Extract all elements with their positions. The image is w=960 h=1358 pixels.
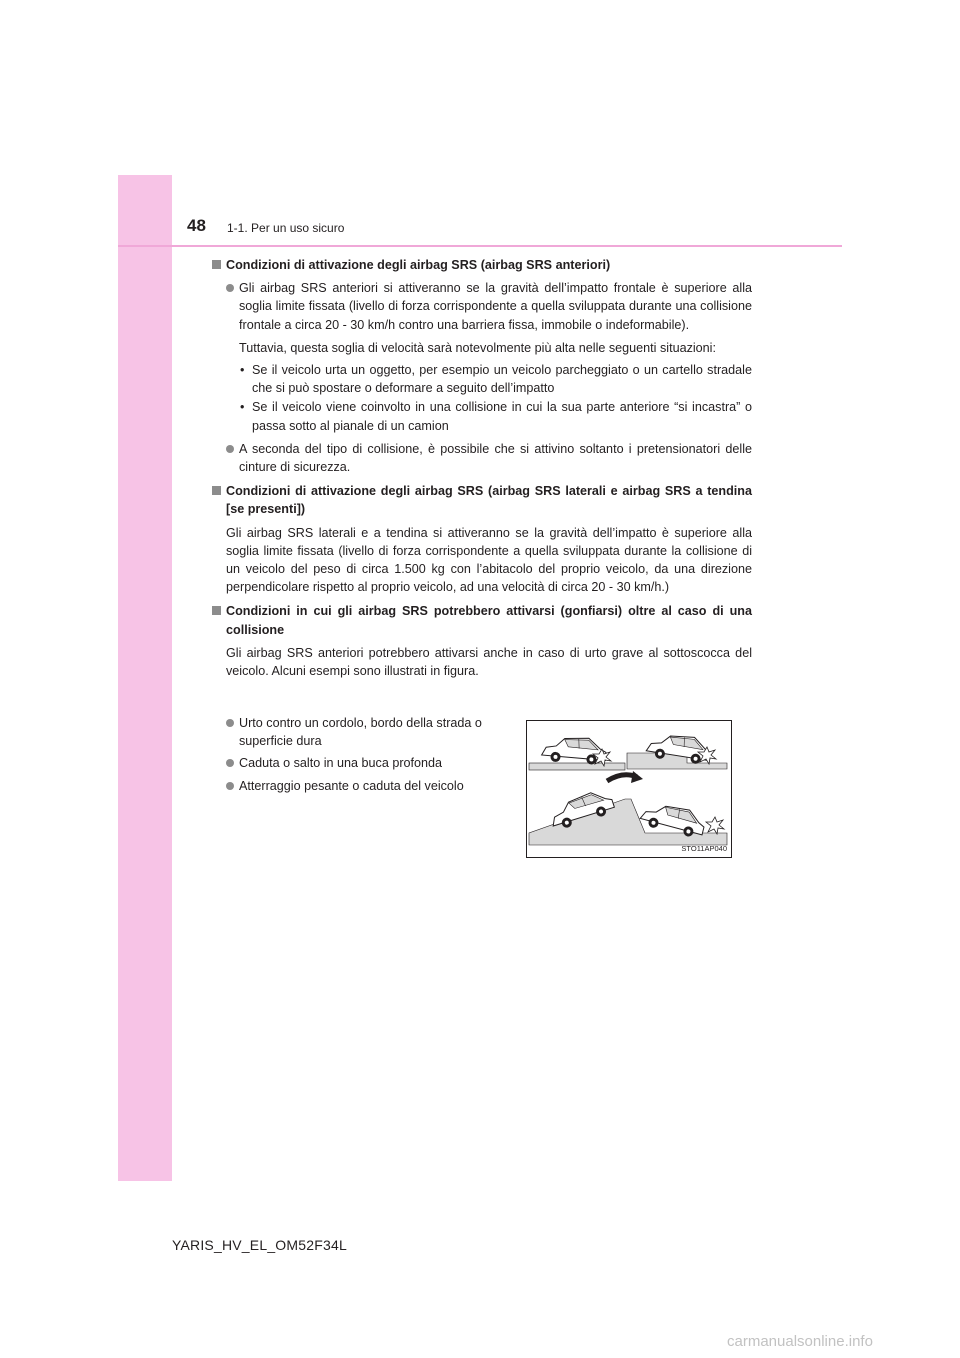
car-impact-illustration	[527, 721, 731, 857]
sub-item-truck: • Se il veicolo viene coinvolto in una collisione in cui la sua parte anteriore “si incastra” o passa sotto al pianale di un camion	[240, 400, 752, 433]
square-marker-icon	[212, 486, 221, 495]
bullet-dot-icon	[226, 759, 234, 767]
example-list	[212, 714, 512, 799]
paragraph-threshold-higher: Tuttavia, questa soglia di velocità sarà notevolmente più alta nelle seguenti situazioni:	[239, 340, 716, 355]
watermark: carmanualsonline.info	[727, 1333, 873, 1350]
bullet-pretensioners: A seconda del tipo di collisione, è possibile che si attivino soltanto i pretensionatori delle cinture di sicurezza.	[212, 440, 752, 476]
square-marker-icon	[212, 606, 221, 615]
footer-manual-code: YARIS_HV_EL_OM52F34L	[172, 1237, 347, 1253]
square-marker-icon	[212, 260, 221, 269]
paragraph-side-airbags: Gli airbag SRS laterali e a tendina si attiveranno se la gravità dell’impatto è superiore alla soglia limite fissata (livello di forza corrispondente a quella sviluppata durante la collisione di un veicolo del peso di circa 1.500 kg con l’abitacolo del proprio veicolo, da una direzione perpendicolare rispetto al proprio veicolo, ad una velocità di circa 20 - 30 km/h.)	[226, 525, 752, 595]
bullet-dot-icon	[226, 719, 234, 727]
page-content	[212, 250, 752, 680]
list-item: Caduta o salto in una buca profonda	[212, 754, 512, 772]
side-tab-band	[118, 175, 172, 1181]
bullet-dot-icon	[226, 445, 234, 453]
scene-landing	[529, 771, 727, 845]
scene-curb	[529, 735, 625, 770]
sub-item-object: • Se il veicolo urta un oggetto, per esempio un veicolo parcheggiato o un cartello stradale che si può spostare o deformare a seguito dell’impatto	[240, 363, 752, 396]
section-title: 1-1. Per un uso sicuro	[227, 221, 345, 235]
header-rule	[118, 245, 842, 247]
list-item: Urto contro un cordolo, bordo della strada o superficie dura	[212, 714, 512, 750]
heading-other-conditions: Condizioni in cui gli airbag SRS potrebbero attivarsi (gonfiarsi) oltre al caso di una collisione	[212, 602, 752, 638]
page-number: 48	[187, 216, 206, 235]
heading-side-airbags: Condizioni di attivazione degli airbag SRS (airbag SRS laterali e airbag SRS a tendina [se presenti])	[212, 482, 752, 518]
bullet-dot-icon	[226, 284, 234, 292]
bullet-front-threshold: Gli airbag SRS anteriori si attiveranno se la gravità dell’impatto frontale è superiore alla soglia limite fissata (livello di forza corrispondente a quella sviluppata durante una collisione frontale a circa 20 - 30 km/h contro una barriera fissa, immobile o indeformabile).	[212, 279, 752, 334]
bullet-dot-icon	[226, 782, 234, 790]
figure-code: STO11AP040	[681, 844, 727, 853]
scene-hole	[627, 731, 727, 769]
illustration-underbody-impacts	[526, 720, 732, 858]
list-item: Atterraggio pesante o caduta del veicolo	[212, 777, 512, 795]
paragraph-underbody: Gli airbag SRS anteriori potrebbero attivarsi anche in caso di urto grave al sottoscocca del veicolo. Alcuni esempi sono illustrati in figura.	[226, 645, 752, 679]
heading-front-airbags: Condizioni di attivazione degli airbag SRS (airbag SRS anteriori)	[212, 256, 752, 274]
